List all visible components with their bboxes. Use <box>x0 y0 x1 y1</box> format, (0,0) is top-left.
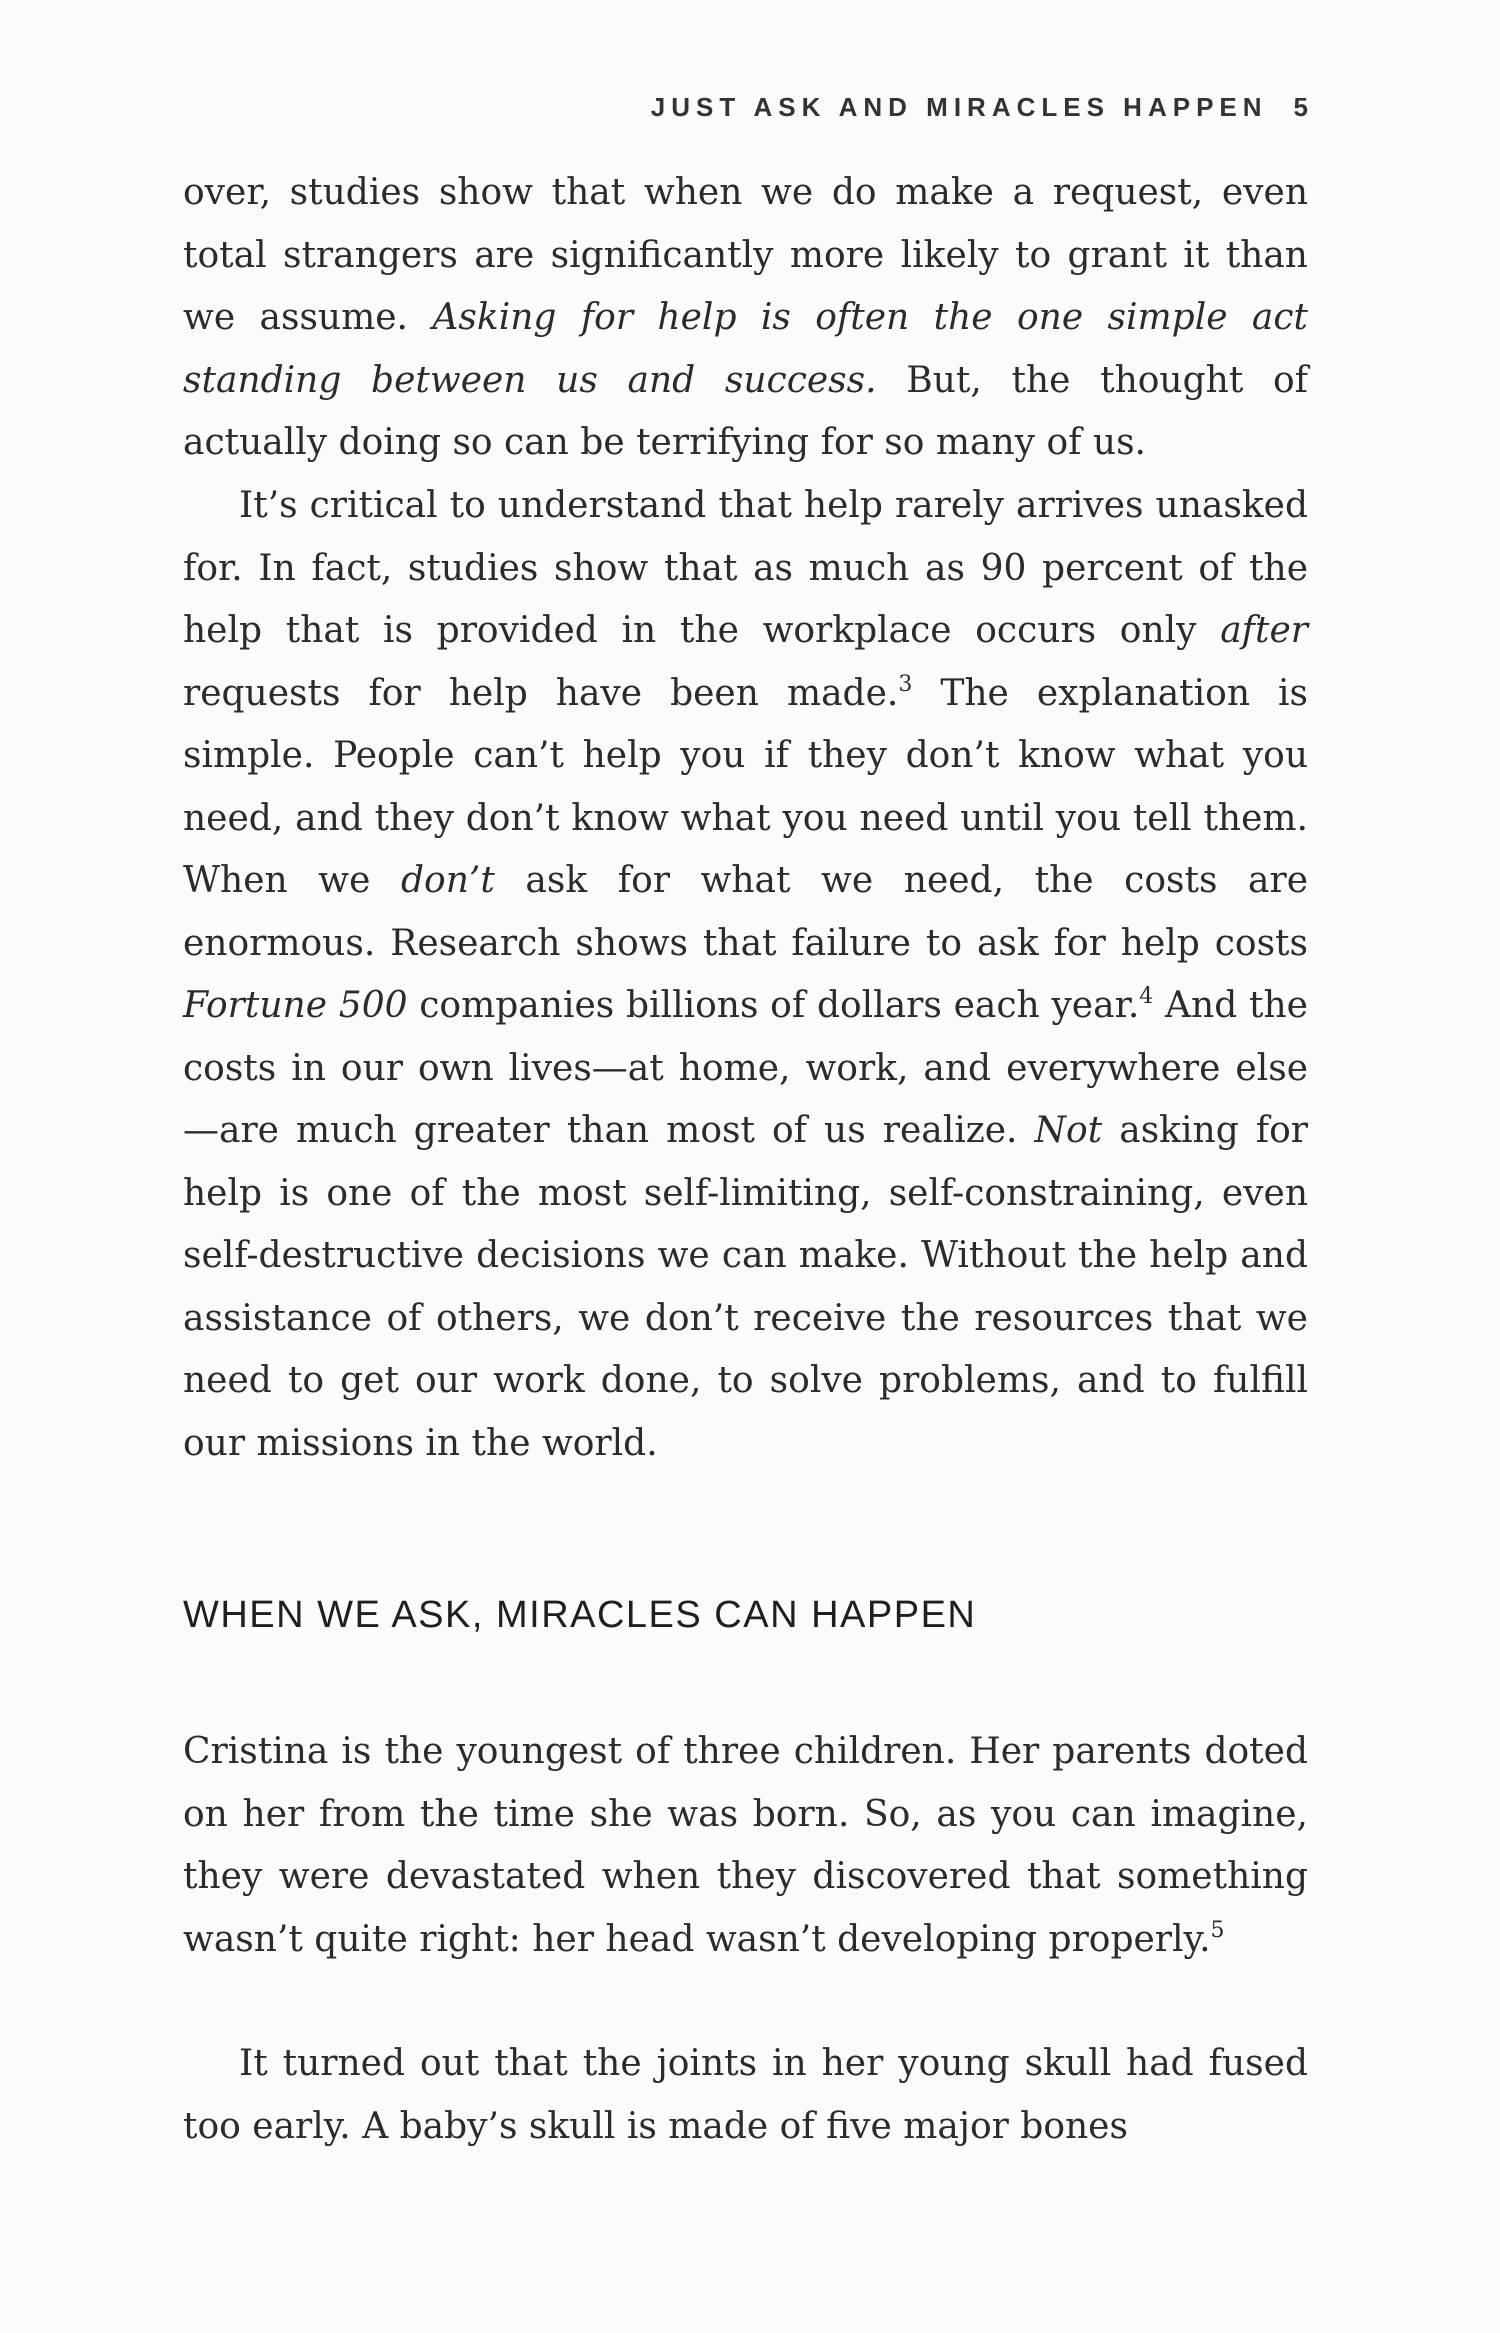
text-run: It’s critical to understand that help rarely arrives unasked for. In fact, studies show that as much as 90 percent of the help that is provided in the workplace occurs only <box>183 485 1308 651</box>
body-paragraph-2 <box>183 475 1308 1475</box>
italic-run: don’t <box>400 860 495 901</box>
text-run: over, studies show that when we do make a request, even total strangers are significantly more likely to grant it than we assume. <box>183 172 1308 338</box>
footnote-marker: 4 <box>1139 984 1154 1009</box>
text-run: The explanation is simple. People can’t help you if they don’t know what you need, and they don’t know what you need until you tell them. When we <box>183 672 1309 901</box>
running-title: JUST ASK AND MIRACLES HAPPEN <box>650 92 1268 122</box>
body-paragraph-1 <box>183 162 1308 475</box>
text-run: Cristina is the youngest of three children. Her parents doted on her from the time she was born. So, as you can imagine, they were devastated when they discovered that something wasn’t quite right: her head wasn’t developing properly. <box>183 1731 1308 1960</box>
body-paragraph-4 <box>183 2033 1308 2158</box>
page-number: 5 <box>1293 92 1308 122</box>
text-run: But, the thought of actually doing so can be terrifying for so many of us. <box>183 359 1308 463</box>
italic-run: Fortune 500 <box>183 985 408 1026</box>
running-head <box>183 92 1308 123</box>
text-run: asking for help is one of the most self-limiting, self-constraining, even self-destructive decisions we can make. Without the help and assistance of others, we don’t receive the resources that we need to get our work done, to solve problems, and to fulfill our missions in the world. <box>183 1110 1309 1464</box>
italic-run: Not <box>1034 1110 1103 1151</box>
text-run: companies billions of dollars each year. <box>407 985 1140 1026</box>
body-paragraph-3 <box>183 1721 1308 1971</box>
footnote-marker: 5 <box>1210 1917 1225 1943</box>
text-run: And the costs in our own lives—at home, work, and everywhere else—are much greater than most of us realize. <box>183 985 1308 1151</box>
text-run: It turned out that the joints in her young skull had fused too early. A baby’s skull is made of five major bones <box>183 2043 1308 2147</box>
italic-run: Asking for help is often the one simple act standing between us and success. <box>183 297 1308 401</box>
text-run: requests for help have been made. <box>183 672 899 714</box>
italic-run: after <box>1220 610 1308 651</box>
section-heading: WHEN WE ASK, MIRACLES CAN HAPPEN <box>183 1594 977 1636</box>
footnote-marker: 3 <box>898 671 913 697</box>
text-run: ask for what we need, the costs are enormous. Research shows that failure to ask for help costs <box>183 860 1308 964</box>
